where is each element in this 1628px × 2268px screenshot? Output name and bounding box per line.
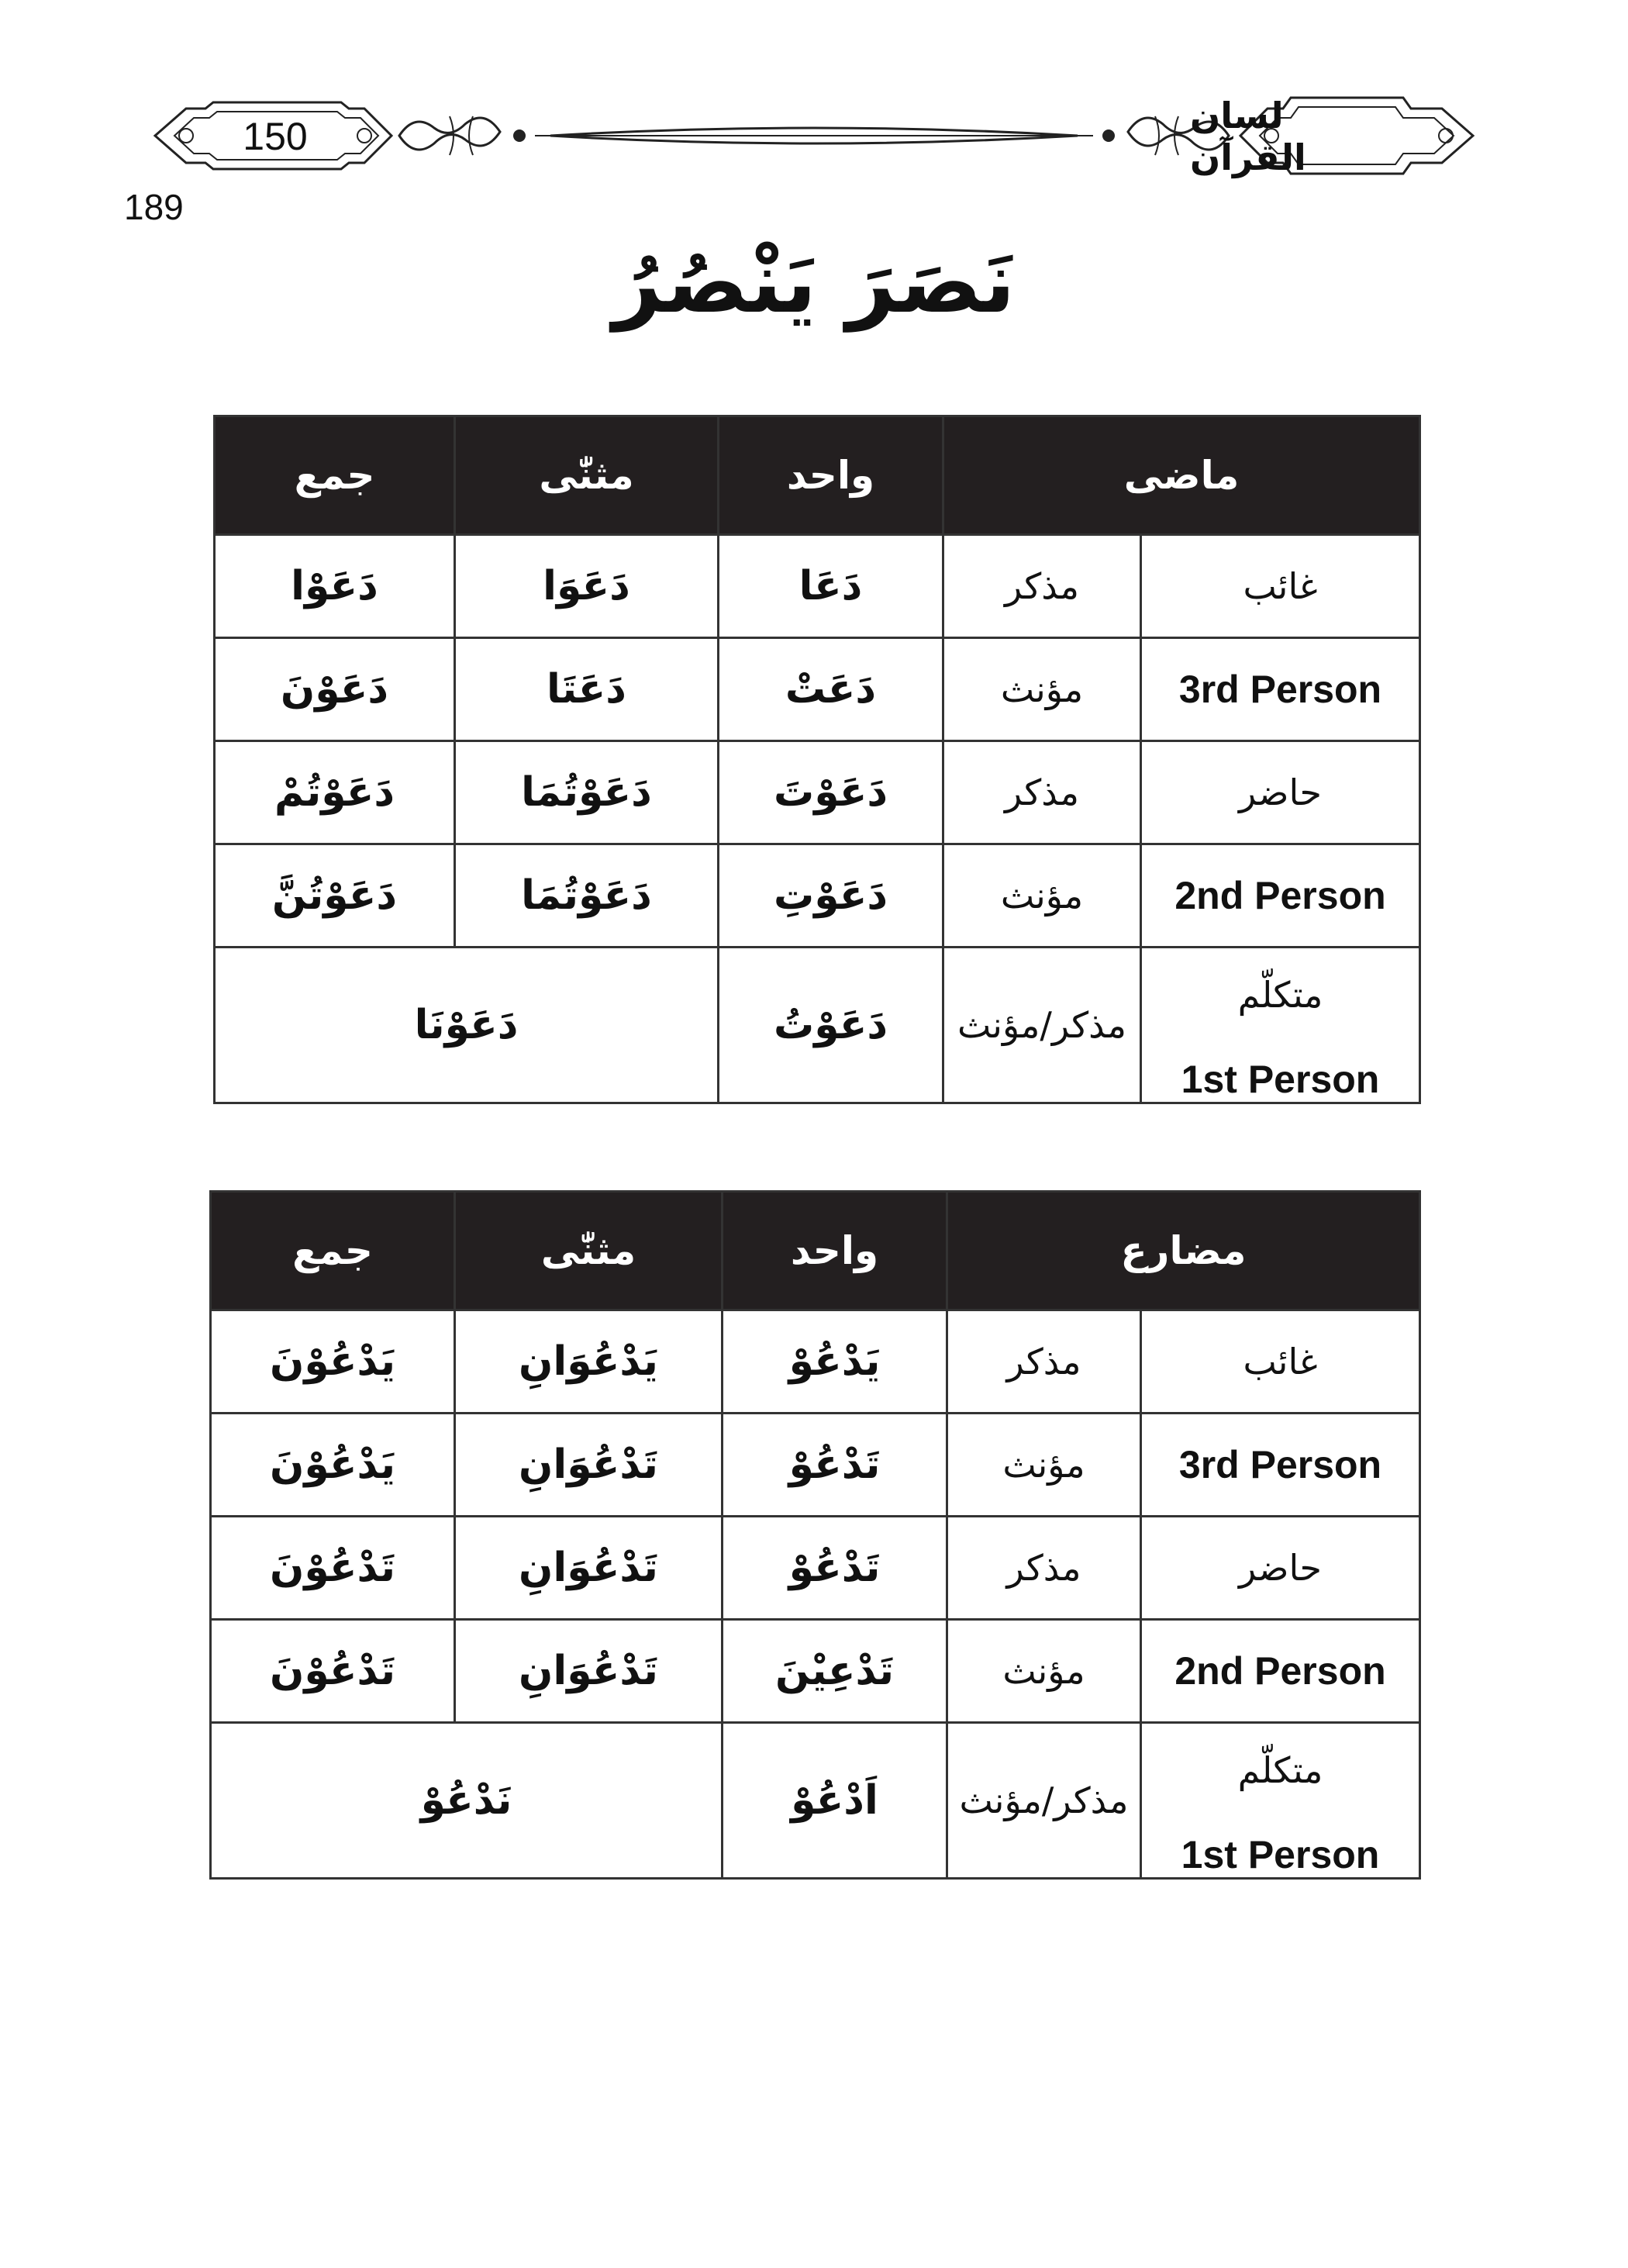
cell-plural: نَدْعُوْ [211,1723,723,1879]
table-row [215,741,1420,844]
cell-person: 3rd Person [1141,1414,1420,1517]
cell-jam: دَعَوْنَ [215,638,455,741]
cell-wahid: تَدْعُوْ [723,1414,947,1517]
cell-wahid: دَعَا [719,535,943,638]
person-label-english: 1st Person [1181,1833,1380,1876]
table-row [211,1620,1420,1723]
cell-gender: مذکر/مؤنث [943,948,1141,1103]
table-row [211,1310,1420,1414]
cell-person: 2nd Person [1141,1620,1420,1723]
cell-wahid: يَدْعُوْ [723,1310,947,1414]
table-row-first-person [211,1723,1420,1879]
cell-person: حاضر [1141,741,1420,844]
cell-gender: مؤنث [943,638,1141,741]
cell-jam: يَدْعُوْنَ [211,1310,455,1414]
cell-muthanna: يَدْعُوَانِ [455,1310,723,1414]
cell-person [1141,1723,1420,1879]
book-title: لسان القرآن [1190,95,1306,178]
cell-wahid: دَعَوْتِ [719,844,943,948]
person-label-arabic: متکلّم [1237,974,1323,1016]
cell-person: غائب [1141,1310,1420,1414]
cell-muthanna: تَدْعُوَانِ [455,1620,723,1723]
cell-muthanna: تَدْعُوَانِ [455,1414,723,1517]
cell-person: غائب [1141,535,1420,638]
header-muthanna: مثنّٰی [455,416,719,535]
cell-jam: دَعَوْتُنَّ [215,844,455,948]
cell-gender: مذکر/مؤنث [947,1723,1141,1879]
header-jam: جمع [215,416,455,535]
header-jam: جمع [211,1192,455,1310]
table-row-first-person [215,948,1420,1103]
side-page-number: 189 [124,187,184,227]
madi-conjugation-table [213,415,1421,1104]
header-tense: ماضی [943,416,1420,535]
cell-jam: دَعَوْتُمْ [215,741,455,844]
cell-person: 2nd Person [1141,844,1420,948]
cell-gender: مؤنث [943,844,1141,948]
cell-wahid: دَعَتْ [719,638,943,741]
cell-wahid: دَعَوْتُ [719,948,943,1103]
cell-person [1141,948,1420,1103]
cell-muthanna: تَدْعُوَانِ [455,1517,723,1620]
cell-gender: مذکر [943,741,1141,844]
header-tense: مضارع [947,1192,1420,1310]
cell-wahid: تَدْعِيْنَ [723,1620,947,1723]
cell-wahid: تَدْعُوْ [723,1517,947,1620]
table-row [215,535,1420,638]
cell-plural: دَعَوْنَا [215,948,719,1103]
header-muthanna: مثنّٰی [455,1192,723,1310]
cell-gender: مذکر [947,1310,1141,1414]
header-wahid: واحد [719,416,943,535]
cell-gender: مؤنث [947,1414,1141,1517]
cell-jam: تَدْعُوْنَ [211,1620,455,1723]
table-row [211,1517,1420,1620]
cell-wahid: دَعَوْتَ [719,741,943,844]
header-wahid: واحد [723,1192,947,1310]
cell-muthanna: دَعَتَا [455,638,719,741]
table-row [215,638,1420,741]
cell-gender: مذکر [947,1517,1141,1620]
cell-person: حاضر [1141,1517,1420,1620]
mudari-conjugation-table [209,1190,1421,1880]
cell-muthanna: دَعَوْتُمَا [455,844,719,948]
cell-muthanna: دَعَوْتُمَا [455,741,719,844]
table-header-row [211,1192,1420,1310]
cell-person: 3rd Person [1141,638,1420,741]
cell-gender: مذکر [943,535,1141,638]
cell-jam: يَدْعُوْنَ [211,1414,455,1517]
page-header [132,85,1496,186]
page-number: 150 [243,115,308,158]
cell-jam: دَعَوْا [215,535,455,638]
person-label-arabic: متکلّم [1237,1749,1323,1791]
table-header-row [215,416,1420,535]
table-row [211,1414,1420,1517]
table-row [215,844,1420,948]
cell-gender: مؤنث [947,1620,1141,1723]
cell-wahid: اَدْعُوْ [723,1723,947,1879]
cell-muthanna: دَعَوَا [455,535,719,638]
person-label-english: 1st Person [1181,1058,1380,1101]
cell-jam: تَدْعُوْنَ [211,1517,455,1620]
page-title: نَصَرَ يَنْصُرُ [612,233,1016,332]
